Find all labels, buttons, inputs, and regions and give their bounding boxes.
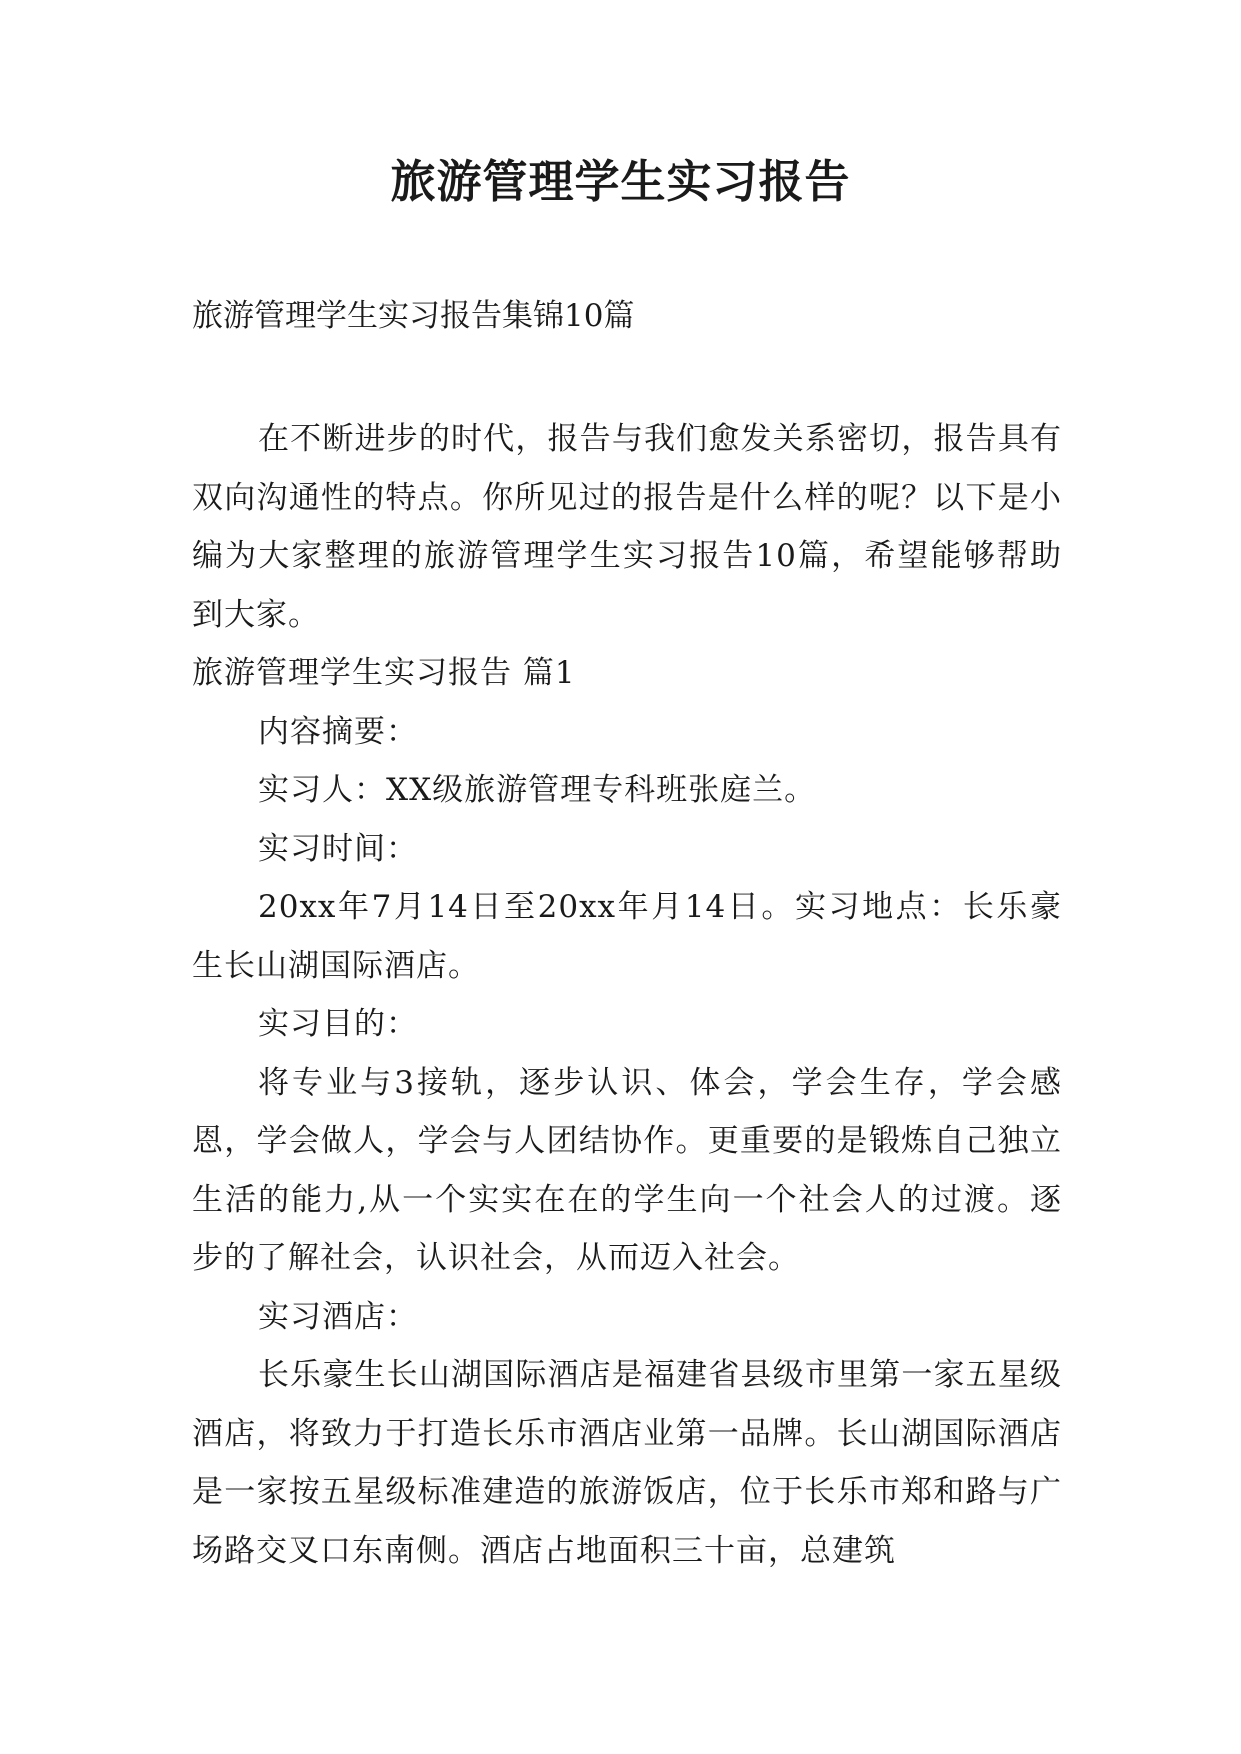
internship-hotel-label: 实习酒店：	[258, 1298, 418, 1335]
section-heading: 旅游管理学生实习报告 篇1	[192, 655, 576, 691]
internship-purpose-paragraph: 将专业与3接轨，逐步认识、体会，学会生存，学会感恩，学会做人，学会与人团结协作。更重要的是锻炼自己独立生活的能力,从一个实实在在的学生向一个社会人的过渡。逐步的了解社会，认识社会，从而迈入社会。	[192, 1064, 1062, 1276]
document-subtitle: 旅游管理学生实习报告集锦10篇	[192, 298, 635, 334]
intro-paragraph: 在不断进步的时代，报告与我们愈发关系密切，报告具有双向沟通性的特点。你所见过的报告是什么样的呢？以下是小编为大家整理的旅游管理学生实习报告10篇，希望能够帮助到大家。	[192, 421, 1062, 633]
abstract-label: 内容摘要：	[258, 713, 418, 750]
internship-time-label: 实习时间：	[258, 830, 418, 867]
hotel-description-paragraph: 长乐豪生长山湖国际酒店是福建省县级市里第一家五星级酒店，将致力于打造长乐市酒店业第一品牌。长山湖国际酒店是一家按五星级标准建造的旅游饭店，位于长乐市郑和路与广场路交叉口东南侧。酒店占地面积三十亩，总建筑	[192, 1357, 1062, 1569]
internship-purpose-label: 实习目的：	[258, 1006, 418, 1042]
document-body	[192, 410, 1062, 1580]
intern-line: 实习人：XX级旅游管理专科班张庭兰。	[258, 772, 817, 808]
document-title: 旅游管理学生实习报告	[390, 155, 851, 208]
internship-period-paragraph: 20xx年7月14日至20xx年月14日。实习地点：长乐豪生长山湖国际酒店。	[192, 889, 1062, 984]
